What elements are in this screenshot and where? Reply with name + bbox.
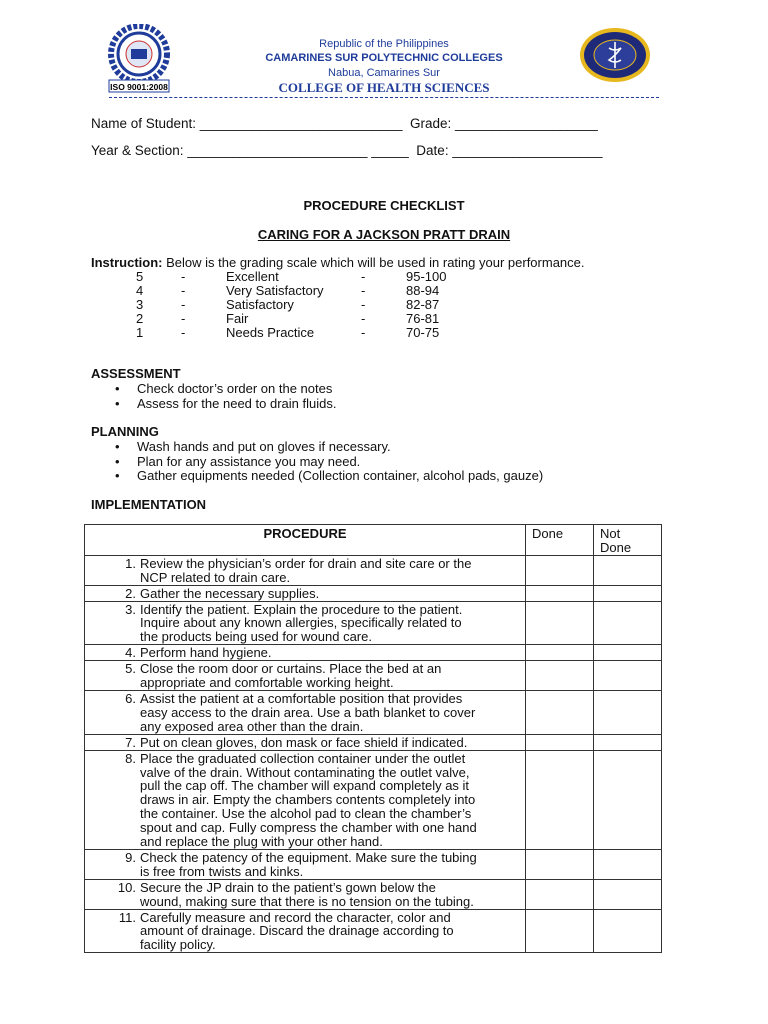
scale-range: 95-100: [406, 269, 447, 284]
scale-range: 82-87: [406, 297, 440, 312]
instruction-text: [91, 255, 585, 270]
header-divider: [109, 97, 659, 98]
scale-score: 4: [136, 283, 144, 298]
procedure-step-cell: [85, 585, 526, 601]
procedure-step-cell: [85, 690, 526, 734]
done-checkbox-cell[interactable]: [525, 555, 593, 585]
step-number: 9.: [125, 849, 136, 865]
republic-line: Republic of the Philippines: [319, 38, 449, 50]
college-location: Nabua, Camarines Sur: [328, 67, 440, 79]
college-name: CAMARINES SUR POLYTECHNIC COLLEGES: [265, 52, 503, 64]
year-section-date-line[interactable]: Year & Section: ________________________ _____ Date: ____________________: [91, 143, 603, 158]
step-number: 8.: [125, 750, 136, 766]
step-text: Review the physician’s order for drain and site care or the NCP related to drain care.: [140, 555, 472, 585]
scale-score: 5: [136, 269, 144, 284]
scale-dash: -: [361, 283, 366, 298]
iso-caption: ISO 9001:2008: [110, 82, 168, 92]
list-item: • Assess for the need to drain fluids.: [111, 397, 336, 412]
procedure-step-cell: [85, 750, 526, 849]
not-done-checkbox-cell[interactable]: [593, 750, 661, 849]
step-text: Secure the JP drain to the patient’s gown below the wound, making sure that there is no tension on the tubing.: [140, 879, 474, 909]
table-row: [85, 734, 662, 750]
not-done-checkbox-cell[interactable]: [593, 734, 661, 750]
planning-list: [111, 440, 543, 484]
done-checkbox-cell[interactable]: [525, 690, 593, 734]
scale-score: 1: [136, 325, 144, 340]
step-text: Carefully measure and record the character, color and amount of drainage. Discard the drainage according to facility policy.: [140, 909, 454, 953]
planning-heading: PLANNING: [91, 424, 159, 439]
scale-range: 70-75: [406, 325, 440, 340]
procedure-table: [84, 524, 662, 953]
scale-score: 3: [136, 297, 144, 312]
step-text: Gather the necessary supplies.: [140, 585, 320, 601]
not-done-checkbox-cell[interactable]: [593, 661, 661, 691]
step-text: Identify the patient. Explain the procedure to the patient. Inquire about any known allergies, specifically related to the products being used for wound care.: [140, 601, 463, 645]
scale-dash: -: [181, 297, 186, 312]
scale-dash: -: [361, 311, 366, 326]
step-number: 4.: [125, 645, 136, 661]
instruction-label: Instruction:: [91, 255, 163, 270]
table-row: [85, 909, 662, 953]
scale-label: Excellent: [226, 269, 279, 284]
list-item: • Wash hands and put on gloves if necessary.: [111, 440, 543, 455]
instruction-body: Below is the grading scale which will be used in rating your performance.: [162, 255, 585, 270]
step-text: Put on clean gloves, don mask or face shield if indicated.: [140, 734, 468, 750]
procedure-step-cell: [85, 661, 526, 691]
list-item: • Check doctor’s order on the notes: [111, 382, 336, 397]
procedure-step-cell: [85, 909, 526, 953]
not-done-checkbox-cell[interactable]: [593, 585, 661, 601]
table-row: [85, 750, 662, 849]
table-row: [85, 585, 662, 601]
checklist-title: PROCEDURE CHECKLIST: [303, 198, 465, 213]
not-done-checkbox-cell[interactable]: [593, 909, 661, 953]
assessment-list: [111, 382, 336, 411]
list-item: • Plan for any assistance you may need.: [111, 455, 543, 470]
step-number: 5.: [125, 661, 136, 677]
implementation-heading: IMPLEMENTATION: [91, 497, 207, 512]
table-row: [85, 879, 662, 909]
procedure-step-cell: [85, 734, 526, 750]
table-row: [85, 555, 662, 585]
step-number: 6.: [125, 690, 136, 706]
column-header-not-done: [593, 525, 661, 556]
column-header-done: Done: [525, 525, 593, 556]
done-checkbox-cell[interactable]: [525, 585, 593, 601]
table-row: [85, 849, 662, 879]
not-done-checkbox-cell[interactable]: [593, 601, 661, 645]
scale-dash: -: [361, 325, 366, 340]
procedure-step-cell: [85, 645, 526, 661]
scale-label: Very Satisfactory: [226, 283, 324, 298]
department-name: COLLEGE OF HEALTH SCIENCES: [278, 80, 490, 95]
scale-range: 88-94: [406, 283, 440, 298]
list-item: • Gather equipments needed (Collection container, alcohol pads, gauze): [111, 469, 543, 484]
scale-dash: -: [361, 269, 366, 284]
step-text: Assist the patient at a comfortable position that provides easy access to the drain area. Use a bath blanket to cover any exposed area other than the drain.: [140, 690, 476, 734]
scale-dash: -: [181, 269, 186, 284]
table-row: [85, 690, 662, 734]
table-row: [85, 645, 662, 661]
procedure-step-cell: [85, 555, 526, 585]
done-checkbox-cell[interactable]: [525, 645, 593, 661]
step-number: 1.: [125, 555, 136, 571]
scale-label: Satisfactory: [226, 297, 294, 312]
scale-range: 76-81: [406, 311, 440, 326]
not-done-checkbox-cell[interactable]: [593, 690, 661, 734]
column-header-not-done-line2: Done: [599, 539, 632, 555]
step-number: 10.: [117, 879, 136, 895]
table-row: [85, 661, 662, 691]
scale-dash: -: [361, 297, 366, 312]
step-number: 7.: [125, 734, 136, 750]
done-checkbox-cell[interactable]: [525, 601, 593, 645]
procedure-title: CARING FOR A JACKSON PRATT DRAIN: [257, 227, 511, 242]
step-text: Close the room door or curtains. Place the bed at an appropriate and comfortable working height.: [140, 661, 442, 691]
done-checkbox-cell[interactable]: [525, 750, 593, 849]
procedure-step-cell: [85, 849, 526, 879]
student-name-grade-line[interactable]: Name of Student: ___________________________ Grade: ___________________: [91, 116, 598, 131]
procedure-step-cell: [85, 879, 526, 909]
step-number: 2.: [125, 585, 136, 601]
step-number: 3.: [125, 601, 136, 617]
scale-dash: -: [181, 325, 186, 340]
scale-label: Fair: [226, 311, 249, 326]
table-row: [85, 601, 662, 645]
not-done-checkbox-cell[interactable]: [593, 555, 661, 585]
done-checkbox-cell[interactable]: [525, 909, 593, 953]
done-checkbox-cell[interactable]: [525, 734, 593, 750]
scale-dash: -: [181, 311, 186, 326]
done-checkbox-cell[interactable]: [525, 849, 593, 879]
scale-dash: -: [181, 283, 186, 298]
not-done-checkbox-cell[interactable]: [593, 849, 661, 879]
step-text: Place the graduated collection container under the outlet valve of the drain. Without contaminating the outlet valve, pull the cap off. The chamber will expand completely as it draws in air. Empty the chambers contents completely into the container. Use the alcohol pad to clean the chamber’s spout and cap. Fully compress the chamber with one hand and replace the plug with your other hand.: [140, 750, 477, 850]
scale-label: Needs Practice: [226, 325, 315, 340]
done-checkbox-cell[interactable]: [525, 879, 593, 909]
assessment-heading: ASSESSMENT: [91, 366, 181, 381]
not-done-checkbox-cell[interactable]: [593, 879, 661, 909]
step-text: Check the patency of the equipment. Make sure the tubing is free from twists and kinks.: [140, 849, 477, 879]
not-done-checkbox-cell[interactable]: [593, 645, 661, 661]
done-checkbox-cell[interactable]: [525, 661, 593, 691]
procedure-step-cell: [85, 601, 526, 645]
column-header-procedure: PROCEDURE: [85, 525, 526, 556]
step-number: 11.: [118, 909, 136, 925]
step-text: Perform hand hygiene.: [140, 645, 272, 661]
column-header-not-done-line1: Not: [599, 526, 621, 541]
scale-score: 2: [136, 311, 144, 326]
